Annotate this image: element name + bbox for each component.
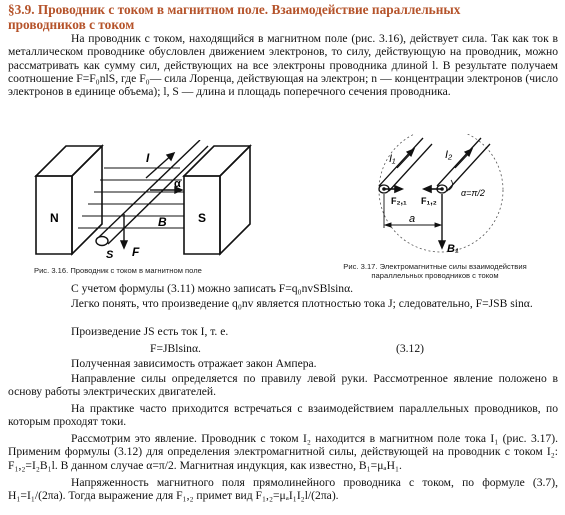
section-title-line-1: §3.9. Проводник с током в магнитном поле. Взаимодействие параллельных bbox=[8, 2, 461, 17]
label-alpha: α bbox=[174, 178, 181, 190]
magnet-n bbox=[36, 146, 102, 254]
label-s: S bbox=[198, 211, 207, 225]
paragraph-6: Направление силы определяется по правилу левой руки. Рассмотренное явление положено в основу работы электрических двигателей. bbox=[8, 372, 558, 399]
conductor-1 bbox=[379, 138, 432, 193]
paragraph-5: Полученная зависимость отражает закон Ампера. bbox=[71, 357, 317, 370]
label-alpha-pi2: α=π/2 bbox=[461, 188, 485, 198]
figure-3-17-caption-line-1: Рис. 3.17. Электромагнитные силы взаимодействия bbox=[343, 262, 527, 271]
paragraph-2: С учетом формулы (3.11) можно записать F=q₀nvSBlsinα. bbox=[71, 282, 354, 295]
label-b1: B₁ bbox=[447, 243, 459, 255]
label-n: N bbox=[50, 211, 59, 225]
magnet-s bbox=[184, 146, 250, 254]
figure-3-17 bbox=[305, 134, 560, 262]
formula-3-12 bbox=[150, 342, 550, 355]
paragraph-7: На практике часто приходится встречаться с взаимодействием параллельных проводников, по которым проходят токи. bbox=[8, 402, 558, 429]
label-s-small: S bbox=[106, 249, 114, 261]
figure-3-16-caption: Рис. 3.16. Проводник с током в магнитном поле bbox=[34, 266, 202, 275]
formula-number: (3.12) bbox=[396, 342, 425, 355]
label-f: F bbox=[132, 245, 140, 259]
formula-text: F=JBlsinα. bbox=[150, 342, 201, 355]
conductor bbox=[96, 140, 208, 246]
paragraph-9: Напряженность магнитного поля прямолинейного проводника с током, по формуле (3.7), H₁=I₁/(2πa). Тогда выражение для F₁,₂ примет вид F₁,₂=μₐI₁I₂l/(2πa). bbox=[8, 476, 558, 503]
label-i2: I₂ bbox=[445, 149, 453, 161]
conductor-2 bbox=[437, 138, 490, 193]
section-title bbox=[8, 2, 558, 32]
figure-3-17-caption-line-2: параллельных проводников с током bbox=[371, 271, 499, 280]
label-i: I bbox=[146, 151, 150, 165]
label-a: a bbox=[409, 213, 416, 225]
label-b: B bbox=[158, 215, 167, 229]
label-i1: I₁ bbox=[389, 153, 396, 165]
field-lines bbox=[78, 168, 184, 228]
figure-3-16 bbox=[24, 140, 274, 265]
current-arrow bbox=[146, 153, 174, 178]
label-f21: F₂,₁ bbox=[391, 196, 407, 206]
paragraph-4: Произведение JS есть ток I, т. е. bbox=[71, 325, 229, 338]
figure-3-17-caption bbox=[316, 262, 554, 280]
section-title-line-2: проводников с током bbox=[8, 17, 135, 32]
paragraph-3: Легко понять, что произведение q₀nv является плотностью тока J; следовательно, F=JSB sinα. bbox=[71, 297, 533, 310]
b1-arrow bbox=[439, 194, 445, 248]
label-f12: F₁,₂ bbox=[421, 196, 437, 206]
paragraph-1: На проводник с током, находящийся в магнитном поле (рис. 3.16), действует сила. Так как ток в металлическом проводнике обусловлен движением электронов, то силу, действующую на проводник, можно рассматривать как сумму сил, действующих на все электроны проводника длиной l. В результате получаем соотношение F=F₀nlS, где F₀— сила Лоренца, действующая на электрон; n — концентрации электронов (число электронов в единице объема); l, S — длина и площадь поперечного сечения проводника. bbox=[8, 32, 558, 99]
paragraph-8: Рассмотрим это явление. Проводник с током I₂ находится в магнитном поле тока I₁ (рис. 3.17). Применим формулы (3.12) для определения электромагнитной силы, действующей на проводник с током I₂: F₁,₂=I₂B₁l. В данном случае α=π/2. Магнитная индукция, как известно, B₁=μₐH₁. bbox=[8, 432, 558, 472]
